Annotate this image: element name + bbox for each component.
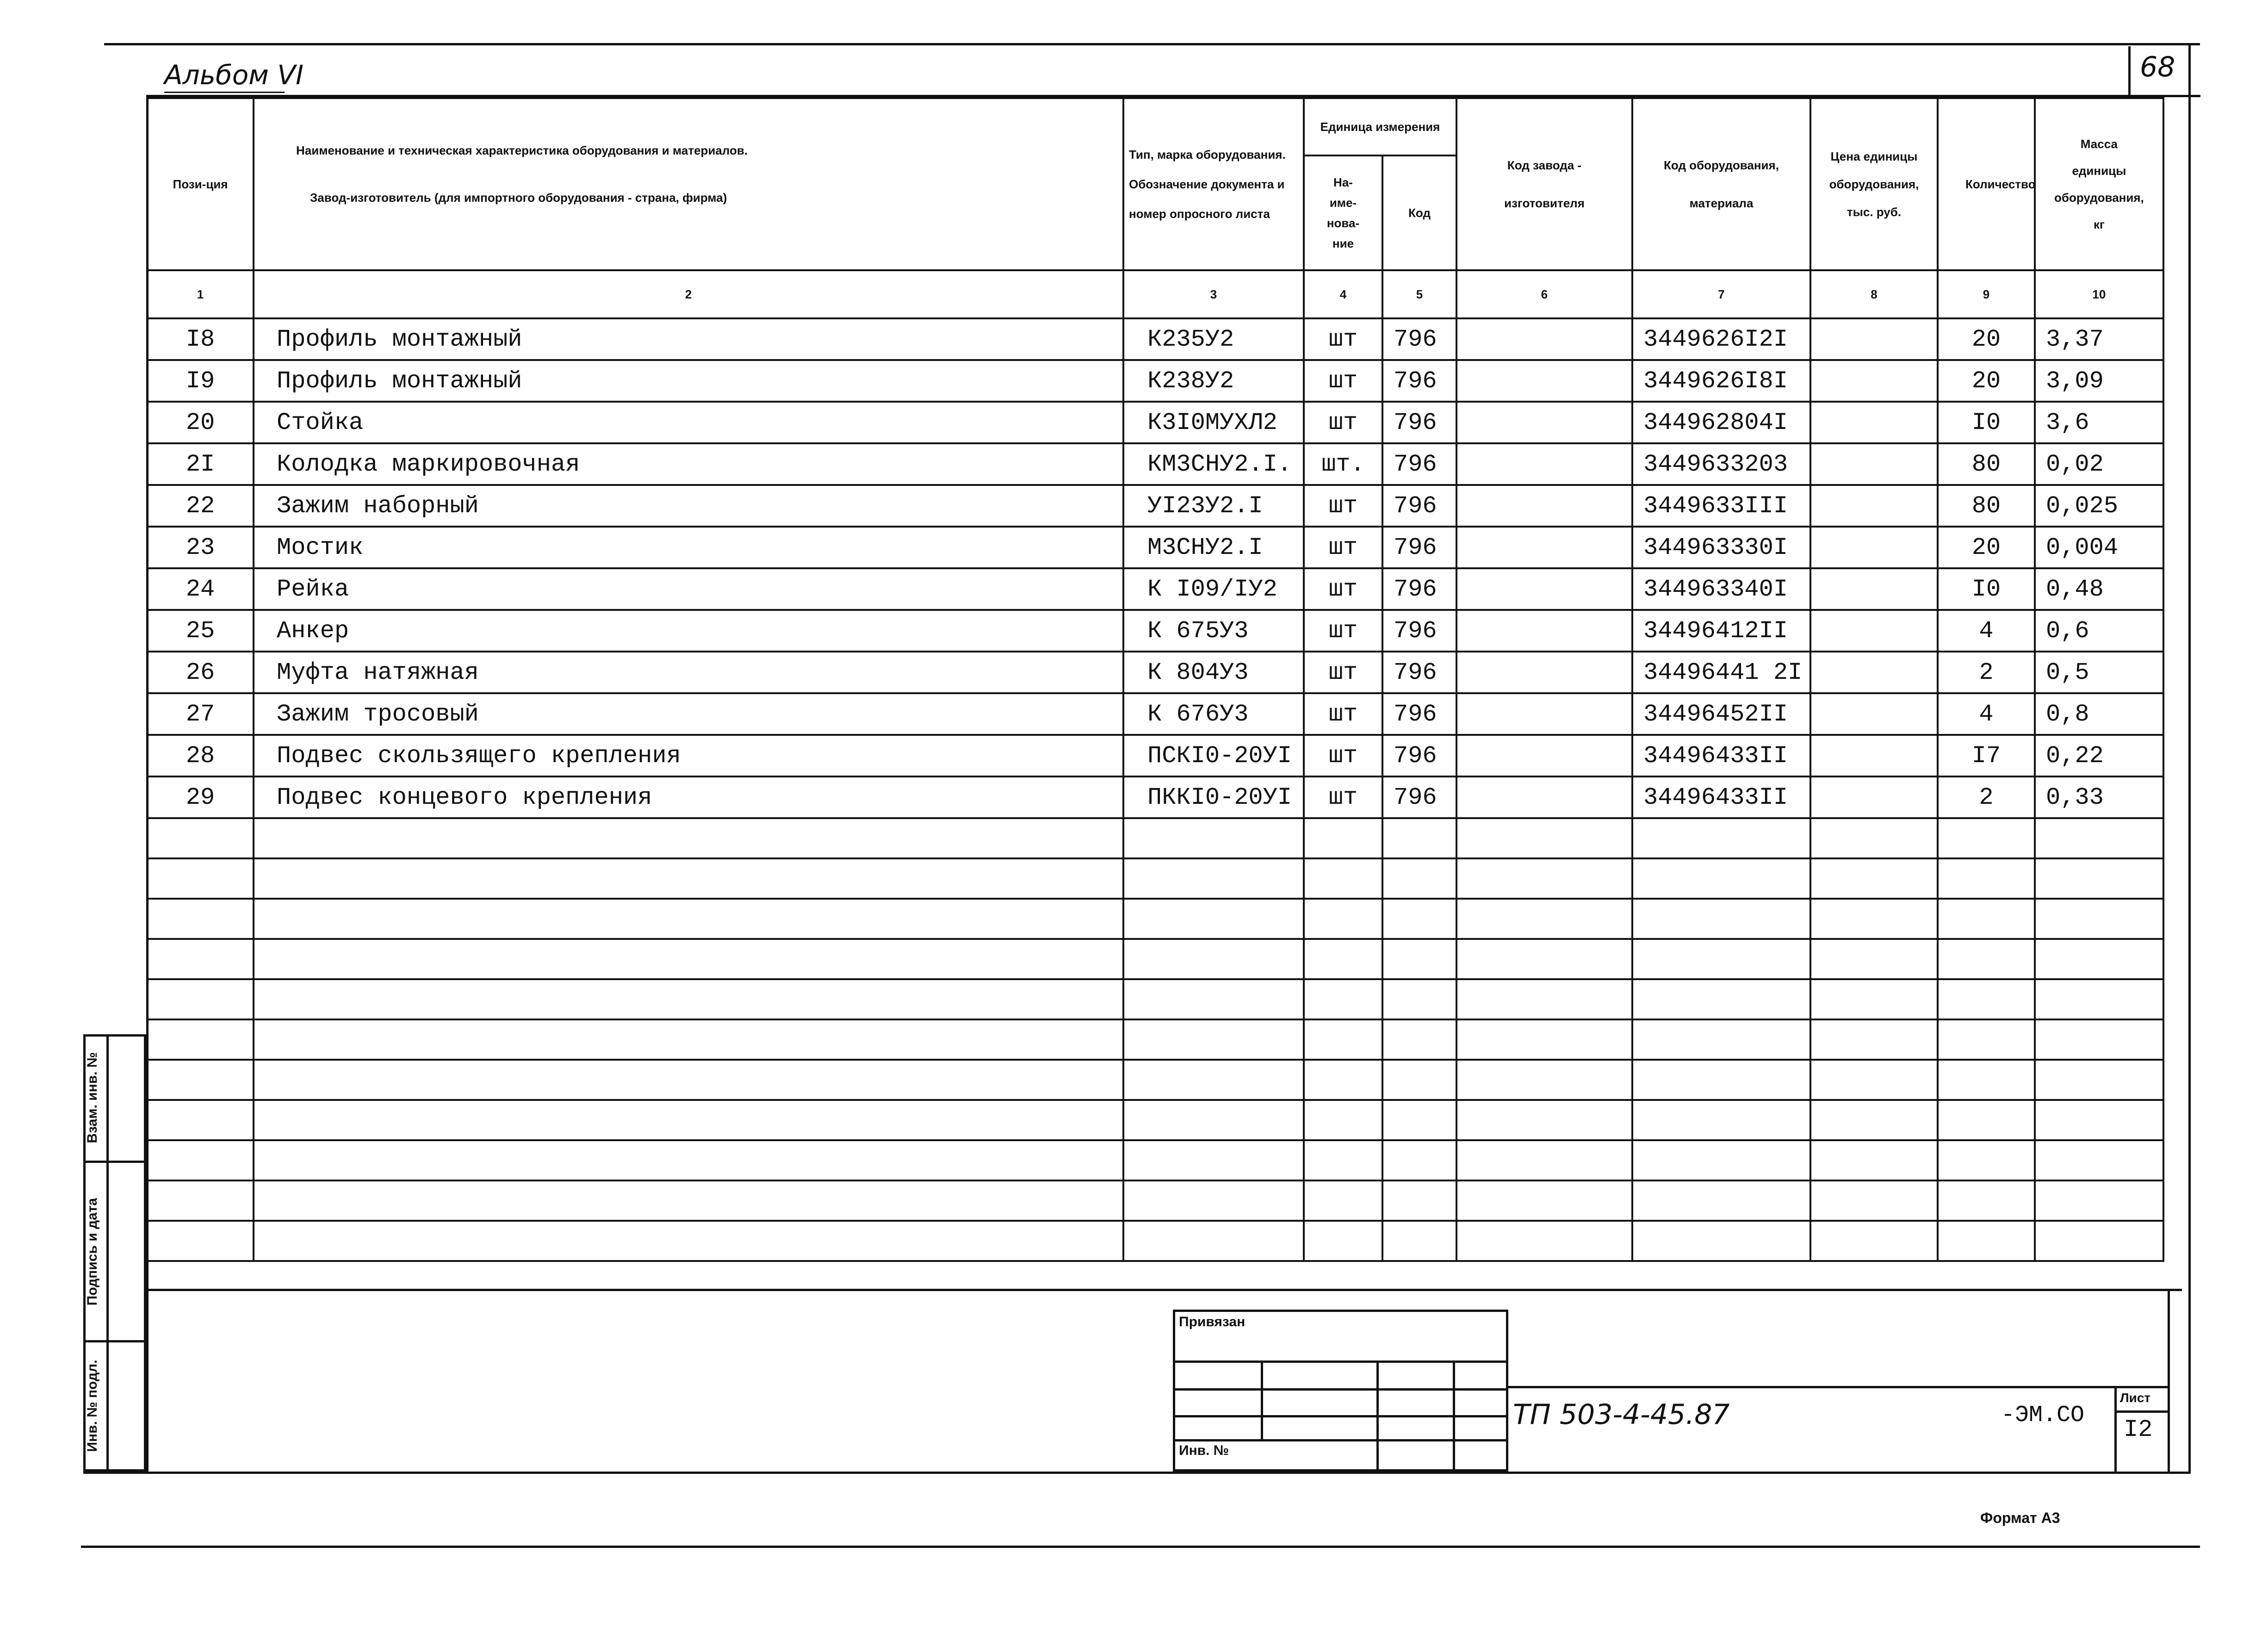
privyazan-row-2 (1173, 1388, 1508, 1391)
col-price-header: Цена единицы оборудования, тыс. руб. (1810, 98, 1938, 270)
empty-row (147, 1100, 2163, 1140)
format-label: Формат А3 (1980, 1510, 2060, 1526)
empty-row (147, 899, 2163, 939)
col-num-1: 1 (147, 270, 254, 318)
side-stamp-inv-podl: Инв. № подл. (85, 1360, 100, 1452)
sheet-box-left (2114, 1386, 2117, 1474)
title-block-top (146, 1289, 2182, 1291)
side-stamp-sep-1 (83, 1161, 146, 1163)
album-label: Альбом VI (164, 59, 304, 91)
sheet-label: Лист (2120, 1391, 2151, 1405)
frame-bottom (83, 1472, 2191, 1474)
col-type-header: Тип, марка оборудования. Обозначение документа и номер опросного листа (1123, 98, 1304, 270)
col-quantity-header: Количество (1938, 98, 2035, 270)
col-unit-header: Единица измерения (1304, 98, 1456, 155)
col-num-2: 2 (254, 270, 1123, 318)
empty-row (147, 1140, 2163, 1180)
side-stamp-sep-2 (83, 1340, 146, 1342)
privyazan-col-2 (1376, 1360, 1379, 1472)
page-number: 68 (2140, 51, 2175, 83)
col-num-7: 7 (1632, 270, 1810, 318)
col-num-6: 6 (1456, 270, 1632, 318)
empty-row (147, 1221, 2163, 1261)
col-name-header: Наименование и техническая характеристика оборудования и материалов. Завод-изготовитель (для импортного оборудования - страна, фирма) (254, 98, 1123, 270)
privyazan-label: Привязан (1179, 1314, 1246, 1329)
table-row: 22 Зажим наборный УI23У2.I шт 796 3449633III 80 0,025 (147, 485, 2163, 527)
col-num-9: 9 (1938, 270, 2035, 318)
table-row: I8 Профиль монтажный К235У2 шт 796 3449626I2I 20 3,37 (147, 318, 2163, 360)
col-equipment-code-header: Код оборудования, материала (1632, 98, 1810, 270)
table-row: 23 Мостик М3СНУ2.I шт 796 344963330I 20 0,004 (147, 527, 2163, 568)
col-unit-name-header: На-име-нова-ние (1304, 155, 1382, 270)
privyazan-row-4 (1173, 1439, 1508, 1441)
frame-right (2188, 44, 2191, 1474)
specification-table (146, 97, 2164, 1262)
empty-row (147, 1019, 2163, 1060)
header-row (147, 98, 2163, 155)
empty-row (147, 1060, 2163, 1100)
column-number-row (147, 270, 2163, 318)
table-row: 26 Муфта натяжная К 804У3 шт 796 34496441 2I 2 0,5 (147, 652, 2163, 693)
doc-suffix: -ЭМ.СО (2001, 1402, 2085, 1429)
col-mass-header: Масса единицы оборудования, кг (2035, 98, 2163, 270)
table-row: 20 Стойка К3I0МУХЛ2 шт 796 344962804I I0 3,6 (147, 402, 2163, 443)
bottom-rule (81, 1546, 2200, 1548)
album-underline (164, 92, 285, 93)
doc-code: ТП 503-4-45.87 (1513, 1398, 1730, 1431)
privyazan-row-3 (1173, 1415, 1508, 1417)
empty-row (147, 1180, 2163, 1221)
sheet-box-sep (2114, 1410, 2170, 1413)
col-position-header: Пози-ция (147, 98, 254, 270)
inv-no-label: Инв. № (1179, 1443, 1229, 1458)
table-row: 29 Подвес концевого крепления ПККI0-20УI шт 796 34496433II 2 0,33 (147, 777, 2163, 818)
side-stamp-vzam: Взам. инв. № (85, 1052, 100, 1143)
title-block-right (2168, 1289, 2170, 1474)
doc-code-frame-top (1506, 1386, 2170, 1388)
table-row: I9 Профиль монтажный К238У2 шт 796 3449626I8I 20 3,09 (147, 360, 2163, 402)
top-rule (104, 43, 2200, 45)
table-row: 27 Зажим тросовый К 676У3 шт 796 34496452II 4 0,8 (147, 693, 2163, 735)
side-stamp-divider (106, 1034, 109, 1472)
table-row: 25 Анкер К 675У3 шт 796 34496412II 4 0,6 (147, 610, 2163, 652)
table-row: 28 Подвес скользящего крепления ПСКI0-20УI шт 796 34496433II I7 0,22 (147, 735, 2163, 777)
sheet-number: I2 (2124, 1416, 2153, 1443)
col-num-10: 10 (2035, 270, 2163, 318)
empty-row (147, 818, 2163, 858)
col-factory-header: Код завода - изготовителя (1456, 98, 1632, 270)
col-num-4: 4 (1304, 270, 1382, 318)
col-unit-code-header: Код (1382, 155, 1456, 270)
empty-row (147, 939, 2163, 979)
privyazan-col-1 (1261, 1360, 1263, 1440)
table-row: 24 Рейка К I09/IУ2 шт 796 344963340I I0 0,48 (147, 568, 2163, 610)
col-num-3: 3 (1123, 270, 1304, 318)
empty-row (147, 858, 2163, 899)
privyazan-col-3 (1453, 1360, 1455, 1472)
col-num-8: 8 (1810, 270, 1938, 318)
empty-row (147, 979, 2163, 1019)
side-stamp-podpis: Подпись и дата (85, 1198, 100, 1306)
table-row: 2I Колодка маркировочная КМ3СНУ2.I. шт. 796 3449633203 80 0,02 (147, 443, 2163, 485)
col-num-5: 5 (1382, 270, 1456, 318)
privyazan-row-1 (1173, 1360, 1508, 1363)
